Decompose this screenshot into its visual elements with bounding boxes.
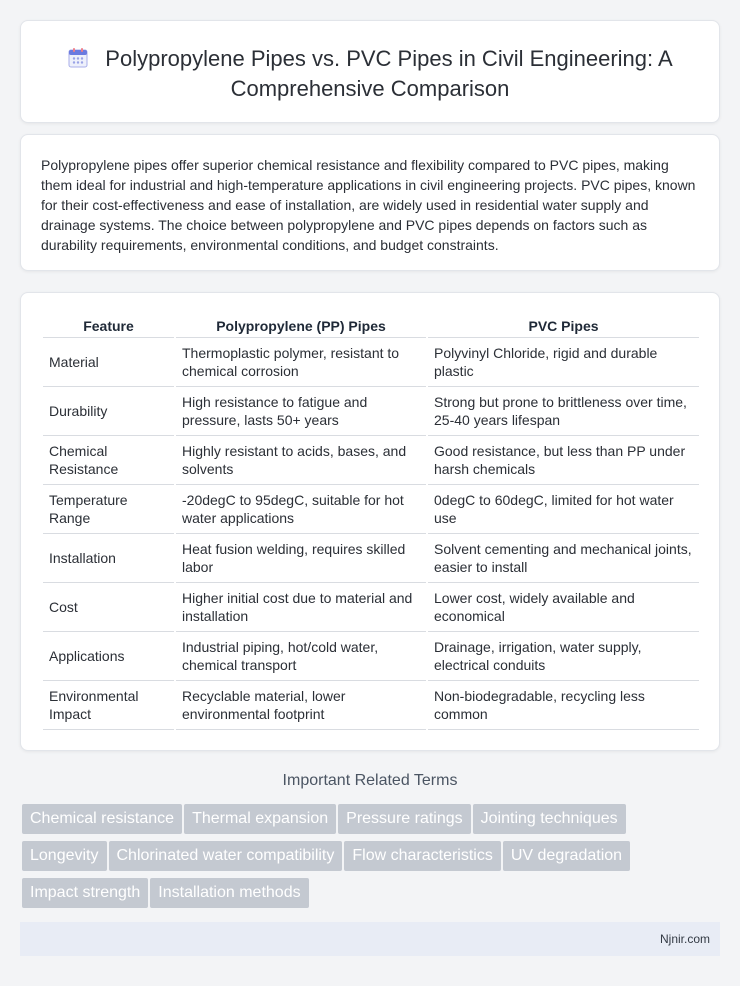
cell-feature: Temperature Range	[43, 485, 175, 534]
cell-pvc: Polyvinyl Chloride, rigid and durable plastic	[427, 338, 699, 387]
tag-thermal-expansion[interactable]: Thermal expansion	[184, 804, 336, 834]
cell-feature: Material	[43, 338, 175, 387]
table-row	[43, 681, 699, 730]
cell-pp: Higher initial cost due to material and installation	[175, 583, 427, 632]
cell-pvc: Non-biodegradable, recycling less common	[427, 681, 699, 730]
cell-feature: Durability	[43, 387, 175, 436]
table-header-row	[43, 315, 699, 338]
table-row	[43, 436, 699, 485]
table-row	[43, 583, 699, 632]
cell-pp: Recyclable material, lower environmental footprint	[175, 681, 427, 730]
table-row	[43, 534, 699, 583]
page-title-wrap	[21, 44, 719, 104]
tag-installation-methods[interactable]: Installation methods	[150, 878, 308, 908]
table-row	[43, 485, 699, 534]
header-feature: Feature	[43, 315, 175, 338]
cell-pvc: Strong but prone to brittleness over time, 25-40 years lifespan	[427, 387, 699, 436]
header-pvc: PVC Pipes	[427, 315, 699, 338]
cell-pp: Heat fusion welding, requires skilled labor	[175, 534, 427, 583]
tag-uv-degradation[interactable]: UV degradation	[503, 841, 630, 871]
footer-site[interactable]: Njnir.com	[659, 932, 710, 946]
comparison-table-card	[20, 292, 720, 751]
cell-pvc: Drainage, irrigation, water supply, electrical conduits	[427, 632, 699, 681]
cell-feature: Applications	[43, 632, 175, 681]
page-title: Polypropylene Pipes vs. PVC Pipes in Civil Engineering: A Comprehensive Comparison	[105, 46, 673, 101]
comparison-table	[43, 315, 699, 730]
tag-impact-strength[interactable]: Impact strength	[22, 878, 148, 908]
tag-chlorinated-water-compatibility[interactable]: Chlorinated water compatibility	[109, 841, 343, 871]
cell-pp: High resistance to fatigue and pressure, lasts 50+ years	[175, 387, 427, 436]
related-terms-heading: Important Related Terms	[282, 772, 458, 789]
cell-pvc: Good resistance, but less than PP under harsh chemicals	[427, 436, 699, 485]
tag-chemical-resistance[interactable]: Chemical resistance	[22, 804, 182, 834]
cell-feature: Installation	[43, 534, 175, 583]
tag-flow-characteristics[interactable]: Flow characteristics	[344, 841, 500, 871]
summary-card	[20, 134, 720, 271]
summary-text: Polypropylene pipes offer superior chemical resistance and flexibility compared to PVC pipes, making them ideal for industrial and high-temperature applications in civil engineering projects. PVC pipes, known for their cost-effectiveness and ease of installation, are widely used in residential water supply and drainage systems. The choice between polypropylene and PVC pipes depends on factors such as durability requirements, environmental conditions, and budget constraints.	[41, 157, 696, 253]
cell-pvc: Lower cost, widely available and economical	[427, 583, 699, 632]
calendar-icon	[67, 47, 89, 69]
cell-pvc: Solvent cementing and mechanical joints, easier to install	[427, 534, 699, 583]
cell-pp: -20degC to 95degC, suitable for hot water applications	[175, 485, 427, 534]
cell-feature: Cost	[43, 583, 175, 632]
header-pp: Polypropylene (PP) Pipes	[175, 315, 427, 338]
cell-feature: Environmental Impact	[43, 681, 175, 730]
tag-longevity[interactable]: Longevity	[22, 841, 107, 871]
cell-pp: Thermoplastic polymer, resistant to chemical corrosion	[175, 338, 427, 387]
cell-feature: Chemical Resistance	[43, 436, 175, 485]
cell-pp: Industrial piping, hot/cold water, chemical transport	[175, 632, 427, 681]
tag-pressure-ratings[interactable]: Pressure ratings	[338, 804, 471, 834]
tag-jointing-techniques[interactable]: Jointing techniques	[473, 804, 626, 834]
title-card	[20, 20, 720, 123]
footer	[20, 922, 720, 956]
related-terms-tags	[22, 804, 722, 915]
cell-pp: Highly resistant to acids, bases, and solvents	[175, 436, 427, 485]
table-row	[43, 338, 699, 387]
cell-pvc: 0degC to 60degC, limited for hot water use	[427, 485, 699, 534]
table-row	[43, 387, 699, 436]
table-row	[43, 632, 699, 681]
